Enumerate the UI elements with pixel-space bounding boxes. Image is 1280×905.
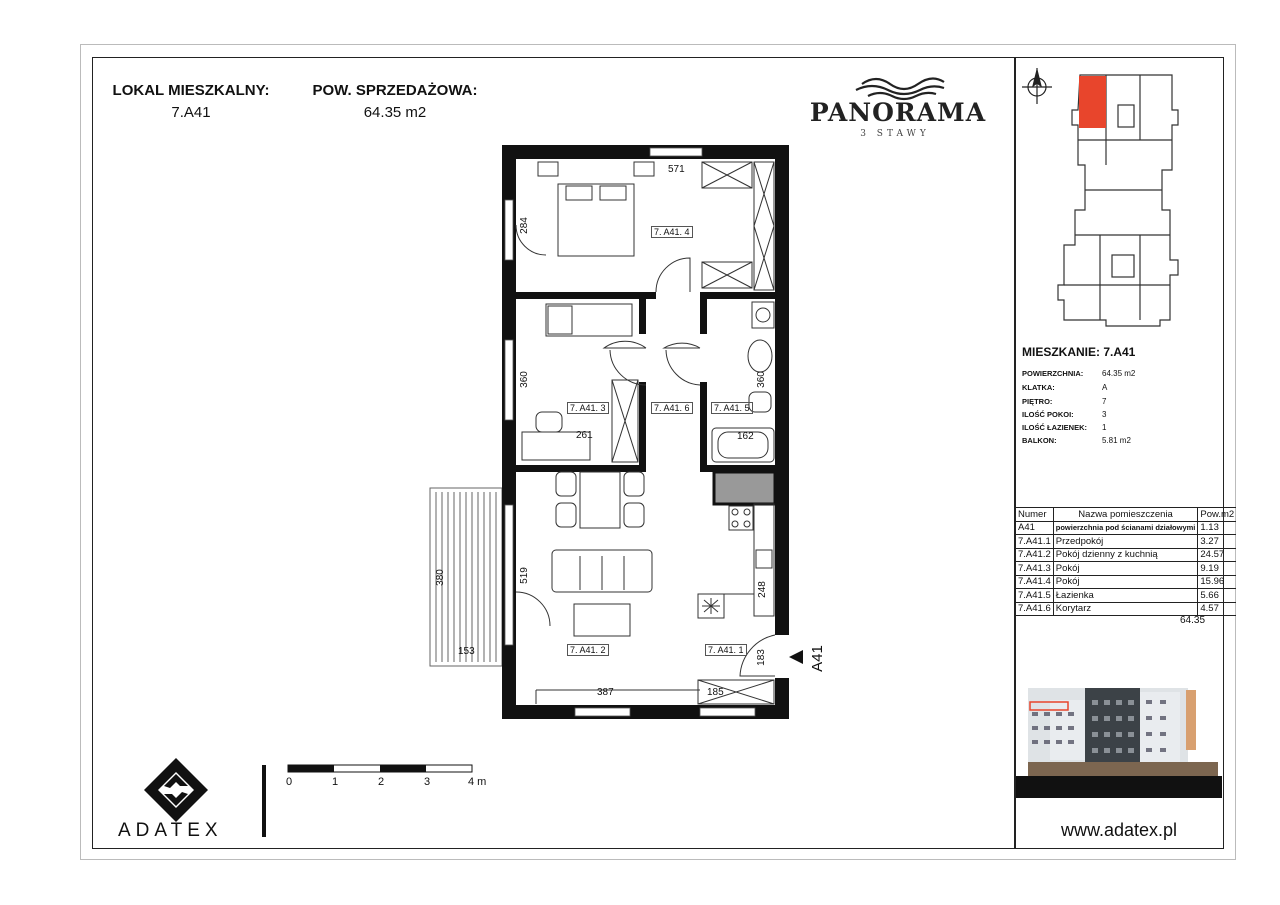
pow-value: 64.35 m2 xyxy=(363,104,427,121)
scale-tick-0: 0 xyxy=(286,776,293,788)
room-label-6: 7. A41. 6 xyxy=(651,402,693,414)
dim-360-room3: 360 xyxy=(518,371,530,388)
info-label-bathrooms: ILOŚĆ ŁAZIENEK: xyxy=(1022,423,1087,432)
room-label-2: 7. A41. 2 xyxy=(567,644,609,656)
dim-360-bath: 360 xyxy=(755,371,767,388)
scale-bar xyxy=(288,765,472,772)
cell-name: Łazienka xyxy=(1053,589,1198,603)
entrance-arrow-icon xyxy=(789,650,803,664)
website-link[interactable]: www.adatex.pl xyxy=(1060,820,1178,840)
kitchen-shaft xyxy=(714,472,775,504)
scale-tick-1: 1 xyxy=(332,776,339,788)
info-value-floor: 7 xyxy=(1102,397,1107,406)
cell-number: 7.A41.1 xyxy=(1016,535,1053,549)
adatex-logo-icon xyxy=(144,758,208,822)
lokal-value: 7.A41 xyxy=(171,104,211,121)
dim-261: 261 xyxy=(576,430,593,441)
adatex-logo-text: ADATEX xyxy=(118,820,223,841)
info-label-rooms: ILOŚĆ POKOI: xyxy=(1022,410,1074,419)
scale-tick-2: 2 xyxy=(378,776,385,788)
north-arrow-icon xyxy=(1022,68,1052,104)
dim-248: 248 xyxy=(756,581,768,598)
room-label-3: 7. A41. 3 xyxy=(567,402,609,414)
entrance-label: A41 xyxy=(808,645,826,672)
dim-519: 519 xyxy=(518,567,530,584)
col-header-name: Nazwa pomieszczenia xyxy=(1053,508,1198,522)
cell-area: 5.66 xyxy=(1198,589,1236,603)
dim-380: 380 xyxy=(434,569,446,586)
pow-label: POW. SPRZEDAŻOWA: xyxy=(312,82,478,99)
panorama-subtitle: 3 STAWY xyxy=(860,129,930,139)
table-row xyxy=(1016,548,1236,562)
cell-name: Przedpokój xyxy=(1053,535,1198,549)
col-header-area: Pow.m2 xyxy=(1198,508,1236,522)
cell-name: Pokój xyxy=(1053,575,1198,589)
total-area: 64.35 xyxy=(1180,615,1206,626)
dim-153: 153 xyxy=(458,646,475,657)
cell-number: 7.A41.5 xyxy=(1016,589,1053,603)
scale-tick-4: 4 m xyxy=(468,776,487,788)
building-elevation xyxy=(1016,688,1222,798)
dim-387: 387 xyxy=(597,687,614,698)
info-label-area: POWIERZCHNIA: xyxy=(1022,369,1084,378)
cell-name: Korytarz xyxy=(1053,602,1198,616)
lokal-label: LOKAL MIESZKALNY: xyxy=(112,82,270,99)
dim-185: 185 xyxy=(707,687,724,698)
info-label-floor: PIĘTRO: xyxy=(1022,397,1053,406)
dim-284: 284 xyxy=(518,217,530,234)
waves-icon xyxy=(856,78,944,99)
cell-number: 7.A41.2 xyxy=(1016,548,1053,562)
cell-number: 7.A41.4 xyxy=(1016,575,1053,589)
panorama-logo-text: PANORAMA xyxy=(809,98,987,127)
cell-number: 7.A41.3 xyxy=(1016,562,1053,576)
dim-571: 571 xyxy=(668,164,685,175)
cell-name: powierzchnia pod ścianami działowymi xyxy=(1053,521,1198,535)
logo-separator xyxy=(262,765,266,837)
cell-area: 3.27 xyxy=(1198,535,1236,549)
key-plan xyxy=(1058,75,1178,326)
table-header-row xyxy=(1016,508,1236,522)
rooms-table xyxy=(1016,507,1236,616)
cell-number: A41 xyxy=(1016,521,1053,535)
info-value-bathrooms: 1 xyxy=(1102,423,1107,432)
info-value-area: 64.35 m2 xyxy=(1102,369,1136,378)
dim-162: 162 xyxy=(737,431,754,442)
cell-area: 9.19 xyxy=(1198,562,1236,576)
room-label-5: 7. A41. 5 xyxy=(711,402,753,414)
scale-tick-3: 3 xyxy=(424,776,431,788)
info-label-stair: KLATKA: xyxy=(1022,383,1055,392)
cell-name: Pokój dzienny z kuchnią xyxy=(1053,548,1198,562)
table-row xyxy=(1016,521,1236,535)
dim-183: 183 xyxy=(755,649,767,666)
unit-highlight xyxy=(1079,76,1106,128)
table-row xyxy=(1016,535,1236,549)
table-row xyxy=(1016,589,1236,603)
table-row xyxy=(1016,575,1236,589)
cell-name: Pokój xyxy=(1053,562,1198,576)
table-row xyxy=(1016,602,1236,616)
info-value-stair: A xyxy=(1102,383,1108,392)
apartment-title: MIESZKANIE: 7.A41 xyxy=(1022,345,1136,359)
table-row xyxy=(1016,562,1236,576)
room-label-4: 7. A41. 4 xyxy=(651,226,693,238)
info-label-balcony: BALKON: xyxy=(1022,436,1057,445)
cell-number: 7.A41.6 xyxy=(1016,602,1053,616)
cell-area: 15.96 xyxy=(1198,575,1236,589)
col-header-number: Numer xyxy=(1016,508,1053,522)
room-label-1: 7. A41. 1 xyxy=(705,644,747,656)
cell-area: 24.57 xyxy=(1198,548,1236,562)
info-value-balcony: 5.81 m2 xyxy=(1102,436,1131,445)
cell-area: 4.57 xyxy=(1198,602,1236,616)
cell-area: 1.13 xyxy=(1198,521,1236,535)
info-value-rooms: 3 xyxy=(1102,410,1107,419)
